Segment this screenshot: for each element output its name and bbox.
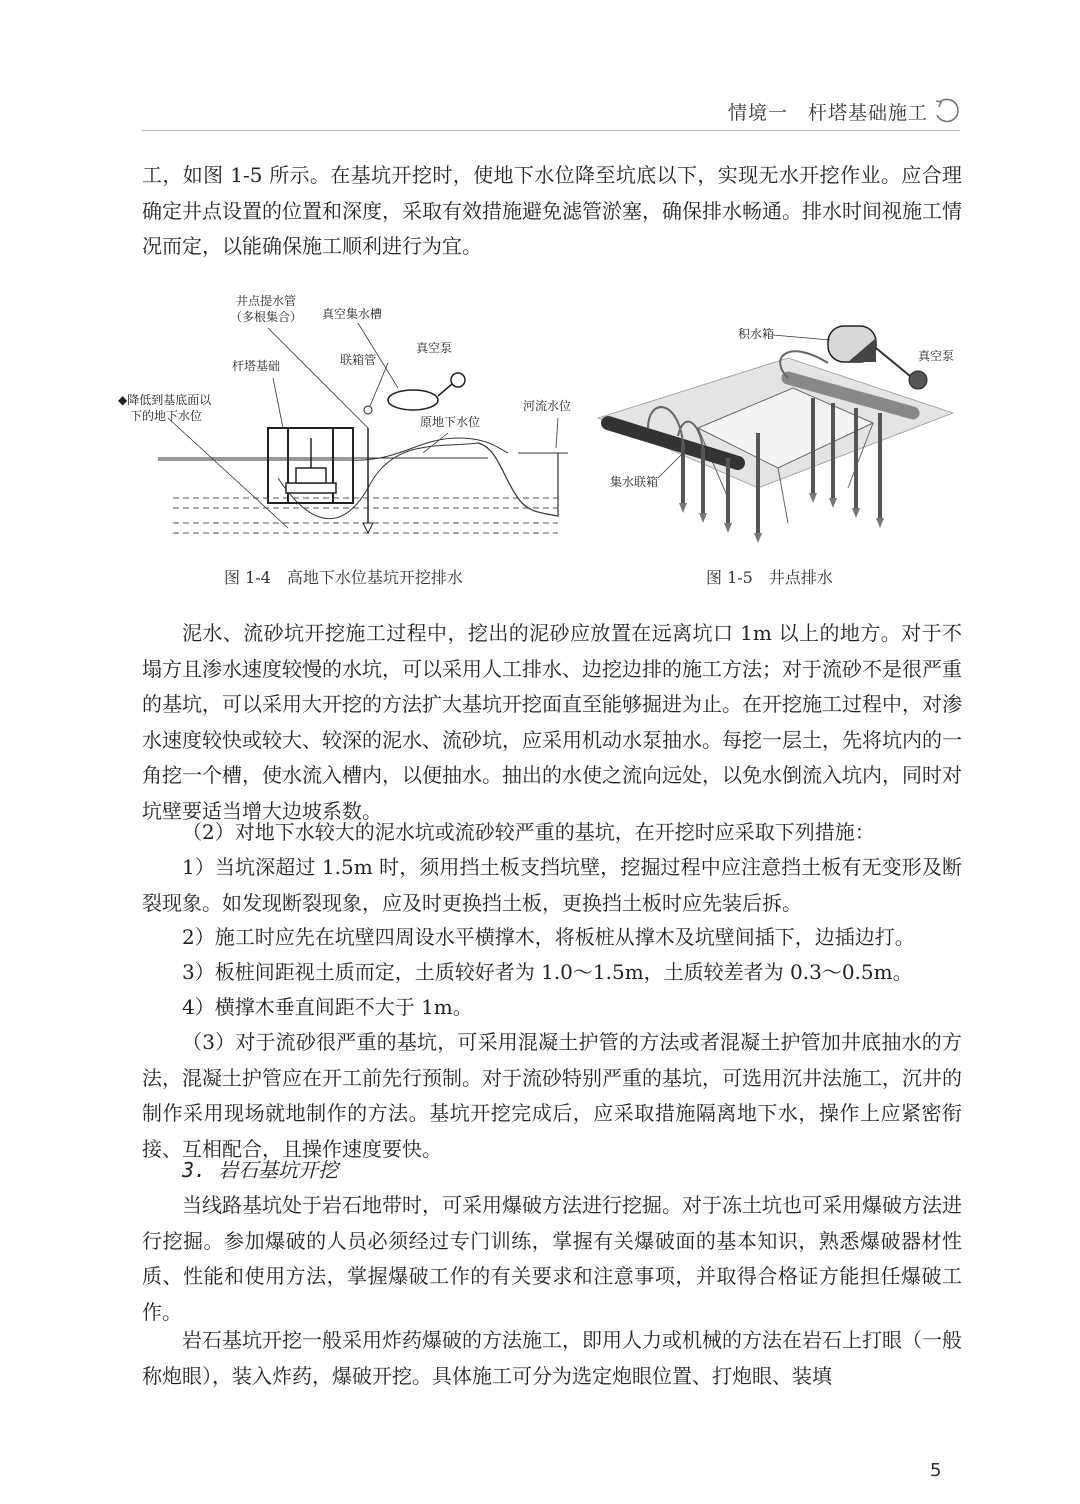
- label-collector: 集水联箱: [610, 475, 659, 489]
- figure-1-5-diagram: [588, 318, 958, 548]
- label-river-level: 河流水位: [523, 399, 572, 413]
- vacuum-pump-shape: [451, 373, 465, 387]
- section-heading-rock: 3. 岩石基坑开挖: [182, 1158, 339, 1182]
- figure-1-4-diagram: [118, 288, 588, 558]
- label-well-pipe-2: （多根集合）: [230, 310, 303, 324]
- river-bank: [478, 443, 558, 516]
- figure-1-5-caption: 图 1-5 井点排水: [706, 568, 833, 587]
- label-water-tank: 积水箱: [738, 327, 775, 341]
- label-well-pipe-1: 井点提水管: [236, 294, 297, 308]
- header-title: 情境一 杆塔基础施工: [727, 101, 928, 124]
- paragraph-rock-blasting: 当线路基坑处于岩石地带时，可采用爆破方法进行挖掘。对于冻土坑也可采用爆破方法进行挖掘。参加爆破的人员必须经过专门训练，掌握有关爆破面的基本知识，熟悉爆破器材性质、性能和使用方法，掌握爆破工作的有关要求和注意事项，并取得合格证方能担任爆破工作。: [142, 1193, 962, 1324]
- label-vacuum-pump-2: 真空泵: [918, 349, 955, 363]
- header-rule: [142, 130, 960, 131]
- paragraph-mud-sand: 泥水、流砂坑开挖施工过程中，挖出的泥砂应放置在远离坑口 1m 以上的地方。对于不塌方且渗水速度较慢的水坑，可以采用人工排水、边挖边排的施工方法；对于流砂不是很严重的基坑，可以采用大开挖的方法扩大基坑开挖面直至能够掘进为止。在开挖施工过程中，对渗水速度较快或较大、较深的泥水、流砂坑，应采用机动水泵抽水。每挖一层土，先将坑内的一角挖一个槽，使水流入槽内，以便抽水。抽出的水使之流向远处，以免水倒流入坑内，同时对坑壁要适当增大边坡系数。: [142, 621, 962, 823]
- page-number: 5: [930, 1460, 942, 1481]
- vacuum-tank-shape: [388, 390, 438, 410]
- paragraph-intro: 工，如图 1-5 所示。在基坑开挖时，使地下水位降至坑底以下，实现无水开挖作业。应合理确定井点设置的位置和深度，采取有效措施避免滤管淤塞，确保排水畅通。排水时间视施工情况而定，以能确保施工顺利进行为宜。: [142, 163, 962, 258]
- label-header-pipe: 联箱管: [340, 353, 377, 367]
- label-vacuum-tank: 真空集水槽: [322, 307, 383, 321]
- paragraph-item-3: 3）板桩间距视土质而定，土质较好者为 1.0～1.5m，土质较差者为 0.3～0.5m。: [182, 960, 913, 984]
- vacuum-pump-shape-2: [909, 371, 927, 389]
- footing: [286, 483, 336, 493]
- paragraph-measures: （2）对地下水较大的泥水坑或流砂较严重的基坑，在开挖时应采取下列措施：: [182, 820, 875, 844]
- paragraph-item-2: 2）施工时应先在坑壁四周设水平横撑木，将板桩从撑木及坑壁间插下，边插边打。: [182, 925, 915, 949]
- label-original-water: 原地下水位: [420, 415, 481, 429]
- paragraph-quicksand: （3）对于流砂很严重的基坑，可采用混凝土护管的方法或者混凝土护管加井底抽水的方法，混凝土护管应在开工前先行预制。对于流砂特别严重的基坑，可选用沉井法施工，沉井的制作采用现场就地制作的方法。基坑开挖完成后，应采取措施隔离地下水，操作上应紧密衔接、互相配合，且操作速度要快。: [142, 1030, 962, 1161]
- label-lowered-1: ◆降低到基底面以: [118, 393, 212, 407]
- label-tower-base: 杆塔基础: [232, 359, 281, 373]
- label-vacuum-pump: 真空泵: [416, 341, 453, 355]
- well-point-tips: [679, 493, 884, 543]
- label-lowered-2: 下的地下水位: [130, 409, 203, 423]
- refresh-arc-icon: [932, 96, 962, 126]
- paragraph-rock-method: 岩石基坑开挖一般采用炸药爆破的方法施工，即用人力或机械的方法在岩石上打眼（一般称炮眼），装入炸药，爆破开挖。具体施工可分为选定炮眼位置、打炮眼、装填: [142, 1328, 962, 1388]
- running-header: [728, 96, 962, 126]
- paragraph-item-4: 4）横撑木垂直间距不大于 1m。: [182, 995, 473, 1019]
- paragraph-item-1: 1）当坑深超过 1.5m 时，须用挡土板支挡坑壁，挖掘过程中应注意挡土板有无变形及断裂现象。如发现断裂现象，应及时更换挡土板，更换挡土板时应先装后拆。: [142, 855, 962, 915]
- figure-1-4-caption: 图 1-4 高地下水位基坑开挖排水: [224, 568, 463, 587]
